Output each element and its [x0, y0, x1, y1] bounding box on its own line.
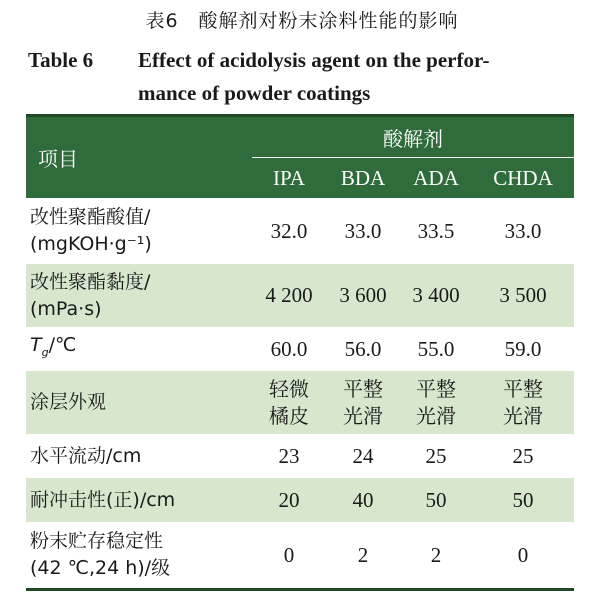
header-row-group — [26, 116, 574, 158]
table-cell: 55.0 — [417, 336, 455, 361]
caption-chinese: 表6 酸解剂对粉末涂料性能的影响 — [145, 10, 459, 32]
table-cell: 3 500 — [499, 283, 547, 307]
table-cell: 3 400 — [412, 283, 460, 307]
table-row-appearance — [26, 371, 574, 434]
row-label: 涂层外观 — [30, 391, 107, 413]
table-cell: 轻微 橘皮 — [269, 376, 309, 428]
table-cell: 25 — [425, 443, 447, 468]
table-row-storage — [26, 522, 574, 590]
table-cell: 0 — [472, 522, 574, 590]
properties-table — [26, 114, 574, 591]
table-cell: 32.0 — [270, 218, 308, 243]
header-col-ipa: IPA — [273, 165, 305, 190]
row-label: 粉末贮存稳定性 (42 ℃,24 h)/级 — [26, 522, 252, 590]
header-acidolysis-agent: 酸解剂 — [252, 116, 574, 158]
table-row-flow — [26, 434, 574, 478]
row-label: $T_g/℃$ — [30, 334, 77, 359]
table-cell: 23 — [278, 443, 300, 468]
table-label: Table 6 — [28, 48, 94, 72]
row-label: 改性聚酯黏度/ (mPa·s) — [30, 270, 151, 320]
table-cell: 平整 光滑 — [343, 376, 383, 428]
header-col-bda: BDA — [340, 165, 386, 190]
table-cell: 40 — [352, 487, 374, 512]
row-label: 改性聚酯酸值/ (mgKOH·g⁻¹) — [30, 206, 152, 255]
table-cell: 25 — [512, 443, 534, 468]
table-cell: 3 600 — [339, 283, 387, 307]
table-cell: 50 — [425, 487, 447, 512]
table-row-viscosity — [26, 264, 574, 327]
table-cell: 59.0 — [504, 336, 542, 361]
table-cell: 20 — [278, 487, 300, 512]
table-cell: 33.0 — [504, 218, 542, 243]
caption-english-line1 — [28, 44, 588, 77]
header-col-ada: ADA — [413, 165, 459, 190]
header-item: 项目 — [26, 116, 252, 199]
caption-english-title: Effect of acidolysis agent on the perfor- — [138, 48, 490, 72]
table-cell: 60.0 — [270, 336, 308, 361]
table-cell: 56.0 — [344, 336, 382, 361]
table-row-acid-value — [26, 198, 574, 264]
table-cell: 2 — [400, 522, 472, 590]
table-row-tg — [26, 327, 574, 371]
table-cell: 33.5 — [417, 218, 455, 243]
table-cell: 2 — [326, 522, 400, 590]
row-label: 耐冲击性(正)/cm — [30, 488, 176, 511]
table-cell: 4 200 — [265, 283, 313, 307]
table-cell: 平整 光滑 — [416, 376, 456, 428]
table-cell: 平整 光滑 — [503, 376, 543, 428]
table-cell: 33.0 — [344, 218, 382, 243]
table-cell: 0 — [252, 522, 326, 590]
header-col-chda: CHDA — [493, 165, 553, 190]
table-cell: 50 — [512, 487, 534, 512]
caption-english-line2: mance of powder coatings — [138, 81, 371, 105]
table-cell: 24 — [352, 443, 374, 468]
row-label: 水平流动/cm — [30, 444, 142, 467]
caption-english — [28, 44, 588, 110]
table-row-impact — [26, 478, 574, 522]
